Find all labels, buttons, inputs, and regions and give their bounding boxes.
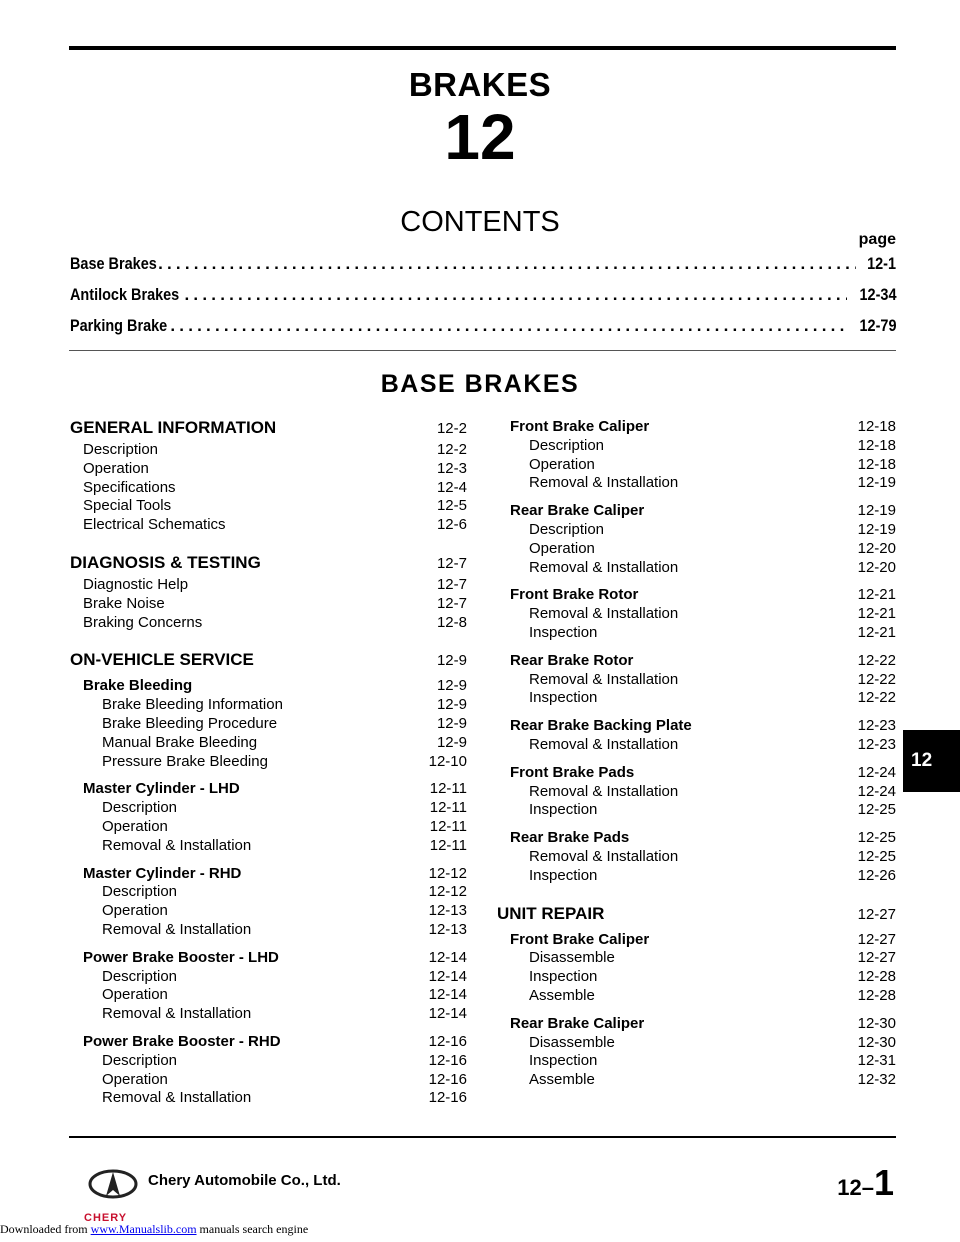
index-item[interactable] xyxy=(70,479,467,498)
index-item[interactable] xyxy=(70,753,467,772)
index-subheading[interactable] xyxy=(497,502,896,521)
index-page: 12-14 xyxy=(428,948,467,966)
index-item[interactable] xyxy=(70,595,467,614)
index-page: 12-21 xyxy=(857,586,896,604)
index-item-text: Brake Bleeding Procedure xyxy=(102,714,278,732)
download-prefix: Downloaded from xyxy=(0,1222,91,1236)
index-item-text: Removal & Installation xyxy=(529,558,679,576)
index-item[interactable] xyxy=(497,949,896,968)
index-page: 12-11 xyxy=(429,817,467,835)
index-item-text: Description xyxy=(529,436,605,454)
index-heading[interactable] xyxy=(70,650,467,673)
index-page: 12-31 xyxy=(857,1052,896,1070)
index-item-text: Removal & Installation xyxy=(529,670,679,688)
index-item[interactable] xyxy=(70,497,467,516)
index-item[interactable] xyxy=(70,799,467,818)
index-subheading[interactable] xyxy=(497,418,896,437)
index-page: 12-21 xyxy=(857,605,896,623)
index-page: 12-7 xyxy=(436,594,467,612)
company-name: Chery Automobile Co., Ltd. xyxy=(148,1172,341,1189)
index-item[interactable] xyxy=(70,1005,467,1024)
index-item-text: Description xyxy=(102,967,178,985)
index-item[interactable] xyxy=(70,986,467,1005)
index-subheading-text: Front Brake Pads xyxy=(510,763,635,781)
index-page: 12-18 xyxy=(857,436,896,454)
index-heading[interactable] xyxy=(70,553,467,576)
page-number-value: 1 xyxy=(873,1162,894,1203)
index-item[interactable] xyxy=(70,968,467,987)
index-item-text: Operation xyxy=(529,455,595,473)
index-page: 12-24 xyxy=(857,763,896,781)
index-subheading[interactable] xyxy=(497,717,896,736)
index-page: 12-19 xyxy=(857,474,896,492)
top-rule xyxy=(69,46,896,50)
index-page: 12-13 xyxy=(428,920,467,938)
index-page: 12-11 xyxy=(429,780,467,798)
index-page: 12-24 xyxy=(857,782,896,800)
index-item[interactable] xyxy=(497,736,896,755)
index-page: 12-16 xyxy=(428,1089,467,1107)
toc-entry-base-brakes[interactable] xyxy=(70,254,896,274)
index-subheading[interactable] xyxy=(497,829,896,848)
index-item-text: Electrical Schematics xyxy=(83,516,226,534)
index-subheading-text: Front Brake Caliper xyxy=(510,418,650,435)
toc-entry-page: 12-34 xyxy=(859,285,896,304)
index-heading[interactable] xyxy=(497,904,896,927)
index-item[interactable] xyxy=(70,614,467,633)
index-item-text: Disassemble xyxy=(529,1033,615,1051)
index-page: 12-9 xyxy=(436,696,467,714)
index-subheading-text: Rear Brake Caliper xyxy=(510,502,645,520)
logo-wordmark: CHERY xyxy=(84,1212,128,1224)
dot-leader xyxy=(158,254,856,274)
index-subheading[interactable] xyxy=(70,780,467,799)
index-item-text: Description xyxy=(83,441,159,458)
index-subheading-text: Power Brake Booster - RHD xyxy=(83,1032,281,1050)
index-item[interactable] xyxy=(70,576,467,595)
index-item-text: Operation xyxy=(102,817,168,835)
index-item-text: Assemble xyxy=(529,1071,595,1089)
index-page: 12-18 xyxy=(857,418,896,435)
index-subheading[interactable] xyxy=(70,677,467,696)
index-page: 12-11 xyxy=(429,836,467,854)
toc-entry-label: Antilock Brakes xyxy=(70,285,180,304)
toc-entry-antilock-brakes[interactable] xyxy=(70,285,896,305)
page-column-label: page xyxy=(858,231,896,248)
index-page: 12-32 xyxy=(857,1071,896,1089)
index-item[interactable] xyxy=(497,456,896,475)
index-page: 12-25 xyxy=(857,829,896,847)
index-subheading[interactable] xyxy=(497,652,896,671)
index-page: 12-7 xyxy=(436,554,467,572)
index-heading[interactable] xyxy=(70,418,467,441)
index-item[interactable] xyxy=(70,818,467,837)
index-item[interactable] xyxy=(70,441,467,460)
index-page: 12-12 xyxy=(428,864,467,882)
index-item-text: Inspection xyxy=(529,623,598,641)
chapter-number: 12 xyxy=(444,101,516,173)
index-page: 12-27 xyxy=(857,930,896,948)
index-subheading[interactable] xyxy=(70,865,467,884)
index-item[interactable] xyxy=(497,437,896,456)
index-item-text: Specifications xyxy=(83,478,176,496)
chapter-title: BRAKES xyxy=(408,66,552,103)
index-item[interactable] xyxy=(497,521,896,540)
index-page: 12-14 xyxy=(428,986,467,1004)
index-subheading[interactable] xyxy=(497,586,896,605)
index-page: 12-19 xyxy=(857,502,896,520)
index-item[interactable] xyxy=(497,1052,896,1071)
page-prefix: 12– xyxy=(837,1175,874,1200)
index-page: 12-20 xyxy=(857,539,896,557)
dot-leader xyxy=(170,316,846,336)
index-subheading-text: Front Brake Caliper xyxy=(510,930,650,948)
index-item[interactable] xyxy=(497,689,896,708)
index-item[interactable] xyxy=(497,559,896,578)
index-page: 12-7 xyxy=(436,575,467,593)
index-item-text: Removal & Installation xyxy=(102,920,252,938)
index-item-text: Description xyxy=(102,799,178,817)
index-item-text: Inspection xyxy=(529,1052,598,1070)
index-subheading-text: Rear Brake Pads xyxy=(510,829,630,847)
index-item-text: Disassemble xyxy=(529,949,615,967)
right-index-column xyxy=(497,418,896,1090)
index-page: 12-27 xyxy=(857,949,896,967)
index-item[interactable] xyxy=(497,968,896,987)
toc-entry-page: 12-1 xyxy=(867,254,896,273)
index-page: 12-21 xyxy=(857,623,896,641)
index-item[interactable] xyxy=(497,540,896,559)
index-item-text: Pressure Brake Bleeding xyxy=(102,752,268,770)
index-page: 12-9 xyxy=(436,677,467,695)
index-page: 12-10 xyxy=(428,752,467,770)
index-item[interactable] xyxy=(70,921,467,940)
index-item-text: Removal & Installation xyxy=(529,474,679,492)
index-subheading[interactable] xyxy=(70,949,467,968)
index-page: 12-2 xyxy=(436,420,467,437)
index-item[interactable] xyxy=(70,715,467,734)
index-page: 12-19 xyxy=(857,520,896,538)
download-suffix: manuals search engine xyxy=(196,1222,309,1236)
toc-entry-label: Base Brakes xyxy=(70,254,157,273)
index-page: 12-16 xyxy=(428,1051,467,1069)
index-item[interactable] xyxy=(70,837,467,856)
index-page: 12-3 xyxy=(436,459,467,477)
index-page: 12-28 xyxy=(857,986,896,1004)
index-page: 12-25 xyxy=(857,801,896,819)
section-divider xyxy=(69,350,896,351)
index-page: 12-18 xyxy=(857,455,896,473)
chery-logo-icon xyxy=(88,1168,138,1208)
index-subheading[interactable] xyxy=(70,1033,467,1052)
index-item-text: Inspection xyxy=(529,801,598,819)
index-heading-text: GENERAL INFORMATION xyxy=(70,418,277,437)
index-item-text: Removal & Installation xyxy=(529,847,679,865)
index-item-text: Inspection xyxy=(529,968,598,986)
index-item-text: Description xyxy=(102,883,178,901)
download-watermark xyxy=(0,1222,308,1237)
index-page: 12-22 xyxy=(857,670,896,688)
index-item[interactable] xyxy=(497,671,896,690)
index-page: 12-9 xyxy=(436,733,467,751)
index-page: 12-28 xyxy=(857,968,896,986)
section-title: BASE BRAKES xyxy=(380,370,580,398)
index-subheading[interactable] xyxy=(497,1015,896,1034)
index-item-text: Operation xyxy=(102,902,168,920)
toc-entry-label: Parking Brake xyxy=(70,316,168,335)
index-page: 12-27 xyxy=(857,905,896,923)
index-page: 12-22 xyxy=(857,651,896,669)
index-heading-text: ON-VEHICLE SERVICE xyxy=(70,650,254,670)
index-subheading-text: Power Brake Booster - LHD xyxy=(83,948,279,966)
index-page: 12-26 xyxy=(857,866,896,884)
index-page: 12-9 xyxy=(436,652,467,670)
index-item-text: Removal & Installation xyxy=(102,1089,252,1107)
index-item[interactable] xyxy=(70,1089,467,1108)
index-page: 12-23 xyxy=(857,717,896,735)
page-number xyxy=(837,1162,894,1204)
index-page: 12-30 xyxy=(857,1033,896,1051)
index-page: 12-8 xyxy=(436,613,467,631)
index-item[interactable] xyxy=(497,1071,896,1090)
index-item-text: Diagnostic Help xyxy=(83,575,189,593)
index-subheading-text: Rear Brake Rotor xyxy=(510,651,634,669)
index-item[interactable] xyxy=(497,1034,896,1053)
index-item[interactable] xyxy=(497,801,896,820)
index-item[interactable] xyxy=(497,867,896,886)
bottom-rule xyxy=(69,1136,896,1138)
index-item[interactable] xyxy=(497,474,896,493)
index-item[interactable] xyxy=(70,460,467,479)
index-item-text: Operation xyxy=(102,1070,168,1088)
index-item[interactable] xyxy=(497,605,896,624)
index-subheading-text: Master Cylinder - RHD xyxy=(83,864,242,882)
index-page: 12-22 xyxy=(857,689,896,707)
index-item-text: Operation xyxy=(83,459,149,477)
index-item-text: Removal & Installation xyxy=(529,605,679,623)
index-item-text: Description xyxy=(529,520,605,538)
index-subheading[interactable] xyxy=(497,764,896,783)
left-index-column xyxy=(70,418,467,1108)
index-heading-text: UNIT REPAIR xyxy=(497,903,605,923)
index-page: 12-23 xyxy=(857,735,896,753)
index-page: 12-4 xyxy=(436,478,467,496)
index-page: 12-13 xyxy=(428,902,467,920)
index-page: 12-30 xyxy=(857,1014,896,1032)
index-subheading-text: Rear Brake Backing Plate xyxy=(510,717,692,735)
index-page: 12-6 xyxy=(436,516,467,534)
index-item[interactable] xyxy=(70,883,467,902)
index-item[interactable] xyxy=(497,987,896,1006)
index-item-text: Special Tools xyxy=(83,497,172,515)
index-item-text: Inspection xyxy=(529,689,598,707)
index-item[interactable] xyxy=(497,624,896,643)
index-page: 12-14 xyxy=(428,1005,467,1023)
index-subheading-text: Front Brake Rotor xyxy=(510,586,639,604)
toc-entry-parking-brake[interactable] xyxy=(70,316,896,336)
index-page: 12-9 xyxy=(436,714,467,732)
index-heading-text: DIAGNOSIS & TESTING xyxy=(70,552,261,572)
index-page: 12-12 xyxy=(428,883,467,901)
index-item[interactable] xyxy=(70,902,467,921)
toc-entry-page: 12-79 xyxy=(859,316,896,335)
index-item-text: Inspection xyxy=(529,866,598,884)
index-page: 12-16 xyxy=(428,1070,467,1088)
index-item-text: Assemble xyxy=(529,986,595,1004)
index-item[interactable] xyxy=(497,783,896,802)
index-page: 12-14 xyxy=(428,967,467,985)
index-page: 12-2 xyxy=(436,441,467,458)
index-item[interactable] xyxy=(70,734,467,753)
chapter-side-tab[interactable]: 12 xyxy=(903,730,960,792)
dot-leader xyxy=(185,285,847,305)
contents-title: CONTENTS xyxy=(400,206,560,238)
index-page: 12-20 xyxy=(857,558,896,576)
index-subheading[interactable] xyxy=(497,931,896,950)
index-item[interactable] xyxy=(70,1071,467,1090)
index-subheading-text: Rear Brake Caliper xyxy=(510,1014,645,1032)
index-subheading-text: Master Cylinder - LHD xyxy=(83,780,240,798)
index-item-text: Manual Brake Bleeding xyxy=(102,733,258,751)
index-subheading-text: Brake Bleeding xyxy=(83,677,193,695)
index-item[interactable] xyxy=(70,696,467,715)
index-item-text: Braking Concerns xyxy=(83,613,203,631)
index-item[interactable] xyxy=(497,848,896,867)
manualslib-link[interactable]: www.Manualslib.com xyxy=(90,1222,197,1236)
index-item-text: Operation xyxy=(529,539,595,557)
index-page: 12-5 xyxy=(436,497,467,515)
index-page: 12-11 xyxy=(429,799,467,817)
index-item-text: Removal & Installation xyxy=(102,1005,252,1023)
index-item-text: Removal & Installation xyxy=(102,836,252,854)
index-item-text: Operation xyxy=(102,986,168,1004)
index-item-text: Brake Noise xyxy=(83,594,165,612)
index-item-text: Removal & Installation xyxy=(529,782,679,800)
index-item-text: Description xyxy=(102,1051,178,1069)
index-page: 12-16 xyxy=(428,1032,467,1050)
index-item-text: Removal & Installation xyxy=(529,735,679,753)
index-item-text: Brake Bleeding Information xyxy=(102,696,283,714)
index-item[interactable] xyxy=(70,516,467,535)
index-item[interactable] xyxy=(70,1052,467,1071)
index-page: 12-25 xyxy=(857,847,896,865)
